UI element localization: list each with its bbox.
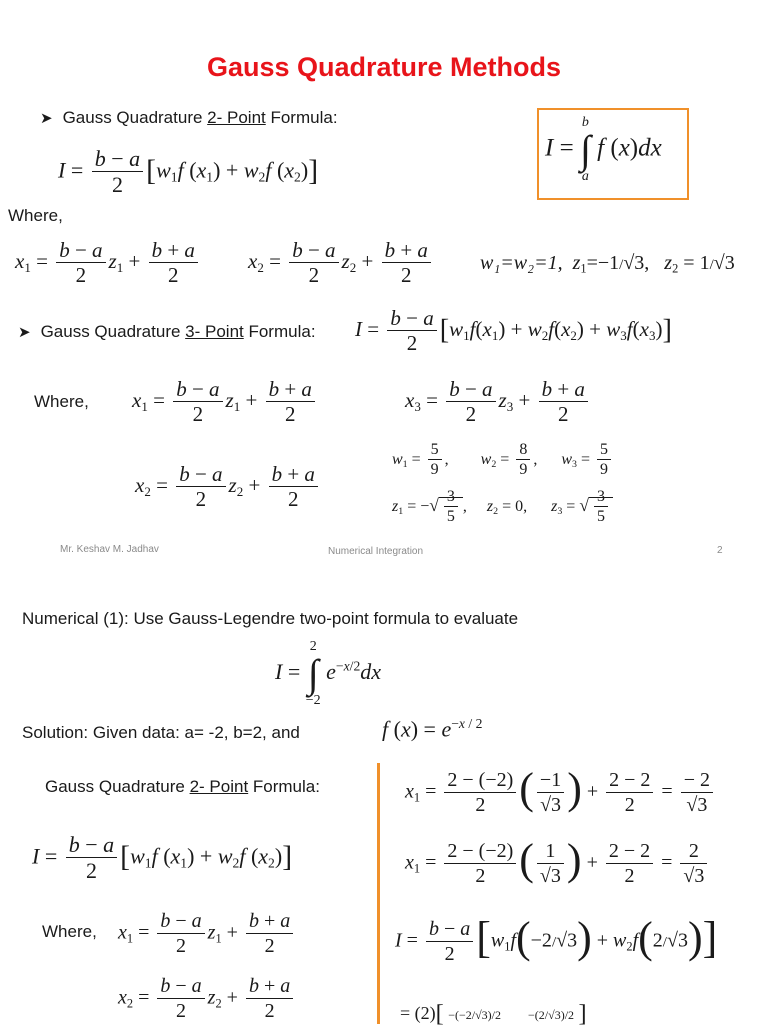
where-label-2: Where, <box>42 922 97 941</box>
three-point-heading: ➤ Gauss Quadrature 3- Point Formula: <box>18 322 316 341</box>
x2-formula-2: $x_2$ = $\frac{b - a}{2}$ $z_2$ + $\frac{b + a}{2}$ <box>118 975 296 1023</box>
function-definition: f $(x) = e^{-x / 2}$ <box>382 716 483 742</box>
weights-nodes-2pt: w₁=w₂=1, $z_1=-1/√3$, $z_2 = 1/√3$ <box>480 252 735 276</box>
x1-formula: $x_1$ = $\frac{b - a}{2}$ $z_1$ + $\frac{b + a}{2}$ <box>15 238 201 288</box>
bullet-arrow-icon: ➤ <box>18 324 31 341</box>
x1-formula-2: $x_1$ = $\frac{b - a}{2}$ $z_1$ + $\frac{b + a}{2}$ <box>118 910 296 958</box>
footer-page-number: 2 <box>717 545 723 556</box>
footer-topic: Numerical Integration <box>328 546 424 557</box>
column-divider <box>377 763 380 1024</box>
three-point-formula: I = $\frac{b - a}{2}$ $[w_1f(x_1) + w_2f(x_2) + w_3f(x_3)]$ <box>355 306 672 356</box>
x2-substitution: $x_1$ = $\frac{2 - (-2)}{2}$ ( $\frac{1}{√3}$ ) + $\frac{2 - 2}{2}$ = $\frac{2}{√3}$ <box>405 834 710 888</box>
two-point-heading: ➤ Gauss Quadrature 2- Point Formula: <box>40 108 338 127</box>
integral-definition: I = b ∫ a f (x)dx <box>545 115 662 184</box>
problem-integral: I = 2 ∫ −2 $e^{-x/2}dx$ <box>275 639 382 708</box>
two-point-formula-2: I = $\frac{b - a}{2}$ [$w_1f$ $(x_1) + w_2f$ $(x_2)$] <box>32 832 293 884</box>
two-point-formula: I = $\frac{b - a}{2}$ [$w_1f$ $(x_1) + w_2f$ $(x_2)$] <box>58 146 319 198</box>
where-label-3pt: Where, <box>34 392 89 411</box>
x1-substitution: $x_1$ = $\frac{2 - (-2)}{2}$ ( $\frac{-1}{√3}$ ) + $\frac{2 - 2}{2}$ = $\frac{- 2}{√3}$ <box>405 763 716 817</box>
two-point-heading-2: Gauss Quadrature 2- Point Formula: <box>45 777 320 796</box>
integral-substitution: I = $\frac{b - a}{2}$ $[w_1f(-2/√3) + w_2f(2/√3)]$ <box>395 913 718 966</box>
bullet-arrow-icon: ➤ <box>40 110 53 127</box>
integral-evaluation-partial: = (2)[ −(−2/√3)/2 −(2/√3)/2 ] <box>400 1000 587 1027</box>
weights-2pt: w₁=w₂=1, <box>480 252 563 274</box>
x2-formula: $x_2$ = $\frac{b - a}{2}$ $z_2$ + $\frac{b + a}{2}$ <box>248 238 434 288</box>
numerical-problem: Numerical (1): Use Gauss-Legendre two-point formula to evaluate <box>22 609 519 628</box>
footer-author: Mr. Keshav M. Jadhav <box>60 544 159 555</box>
slide-title: Gauss Quadrature Methods <box>206 52 562 82</box>
nodes-3pt: $z_1$ = −√ $\frac{3}{5}$ , $z_2 = 0$, $z_3$ = √ $\frac{3}{5}$ <box>392 488 613 527</box>
solution-given: Solution: Given data: a= -2, b=2, and <box>22 723 300 742</box>
x1-formula-3pt: $x_1$ = $\frac{b - a}{2}$ $z_1$ + $\frac{b + a}{2}$ <box>132 377 318 427</box>
where-label: Where, <box>8 206 63 225</box>
weights-3pt: $w_1$ = $\frac{5}{9}$ , $w_2$ = $\frac{8}{9}$ , $w_3$ = $\frac{5}{9}$ <box>392 441 614 480</box>
x3-formula-3pt: $x_3$ = $\frac{b - a}{2}$ $z_3$ + $\frac{b + a}{2}$ <box>405 377 591 427</box>
x2-formula-3pt: $x_2$ = $\frac{b - a}{2}$ $z_2$ + $\frac{b + a}{2}$ <box>135 462 321 512</box>
